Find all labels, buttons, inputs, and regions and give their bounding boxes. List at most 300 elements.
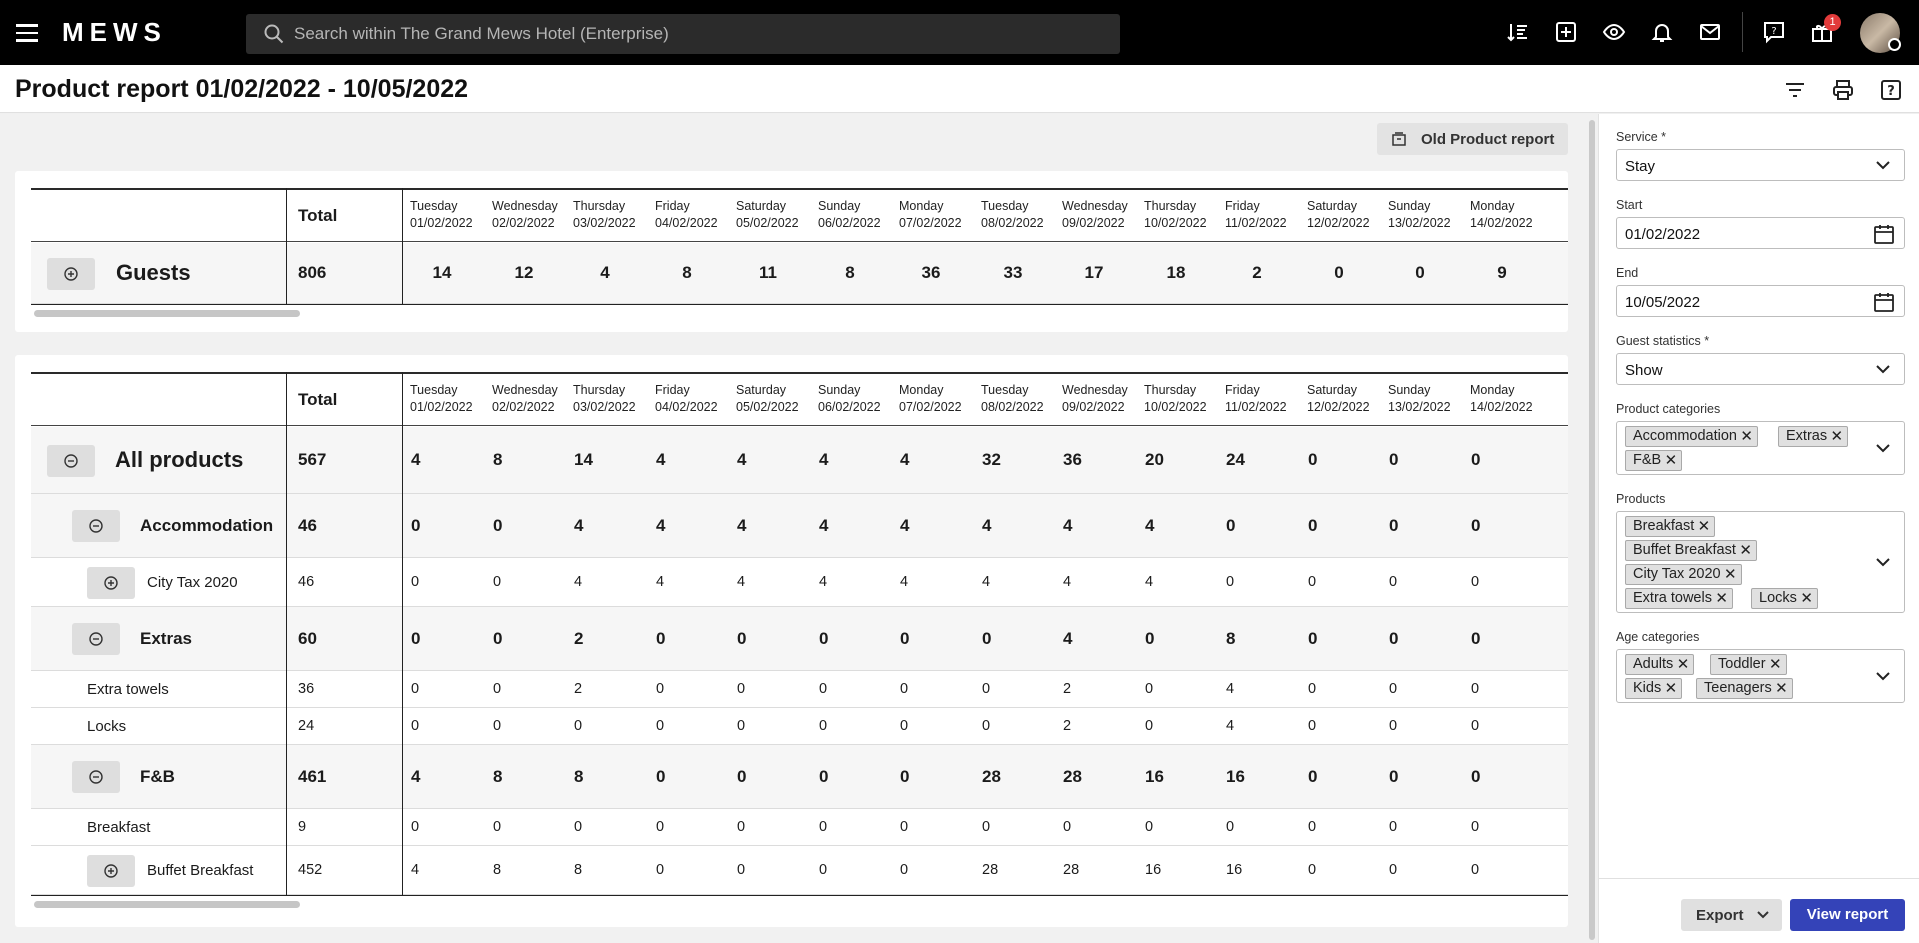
row-value: 0 [819,717,828,734]
date: 09/02/2022 [1062,400,1125,414]
row-value: 17 [1084,263,1104,283]
minus-circle-icon [89,770,103,784]
row-value: 0 [819,628,829,648]
expand-button[interactable] [47,258,95,290]
calendar-icon[interactable] [1874,292,1894,312]
row-value: 0 [1389,680,1398,697]
remove-icon[interactable]: ✕ [1739,542,1752,559]
weekday: Sunday [818,199,861,213]
day-column-header [410,198,473,232]
guests-table [31,186,1568,322]
guest-statistics-label: Guest statistics * [1616,334,1710,348]
search-input[interactable] [294,14,1094,54]
row-label: Extra towels [87,680,169,698]
end-date-field[interactable] [1616,285,1905,317]
row-value: 0 [1308,861,1317,878]
day-column-header [899,382,962,416]
row-total: 806 [298,263,327,283]
archive-icon [1392,132,1406,146]
export-button[interactable] [1681,899,1782,931]
status-dot [1888,38,1901,51]
search-bar[interactable] [246,14,1120,54]
row-value: 14 [574,450,593,470]
row-value: 8 [574,861,583,878]
weekday: Wednesday [1062,383,1128,397]
row-value: 0 [1308,515,1318,535]
row-value: 0 [1471,818,1480,835]
collapse-button[interactable] [72,510,120,542]
row-value: 24 [1226,450,1245,470]
chip-toddler[interactable]: Toddler ✕ [1710,654,1787,675]
table-row [31,607,1568,671]
row-value: 20 [1145,450,1164,470]
svg-text:?: ? [1771,26,1777,37]
day-column-header [1388,198,1451,232]
guests-card [15,171,1568,332]
start-value: 01/02/2022 [1625,226,1701,243]
day-column-header [981,382,1044,416]
row-value: 4 [574,515,584,535]
products-select[interactable] [1616,511,1905,613]
day-column-header [492,198,558,232]
row-value: 0 [656,628,666,648]
row-total: 567 [298,450,327,470]
row-value: 28 [982,766,1001,786]
row-value: 0 [656,818,665,835]
row-value: 4 [900,450,910,470]
row-value: 0 [900,680,909,697]
row-value: 16 [1226,766,1245,786]
day-column-header [1062,382,1128,416]
table-bottom-border [31,895,1568,896]
notification-badge: 1 [1824,14,1841,31]
remove-icon[interactable]: ✕ [1664,680,1678,697]
row-value: 4 [819,515,829,535]
row-value: 0 [1389,818,1398,835]
row-value: 0 [1145,818,1154,835]
print-icon[interactable] [1831,78,1855,102]
row-value: 0 [1308,717,1317,734]
row-value: 0 [411,680,420,697]
row-value: 0 [656,861,665,878]
service-select[interactable] [1616,149,1905,181]
row-value: 4 [600,263,610,283]
row-value: 0 [900,717,909,734]
date: 05/02/2022 [736,216,799,230]
day-column-header [1388,382,1451,416]
expand-button[interactable] [87,567,135,599]
row-value: 0 [1415,263,1425,283]
date: 03/02/2022 [573,400,636,414]
weekday: Friday [1225,383,1260,397]
row-value: 0 [982,680,991,697]
weekday: Monday [1470,383,1515,397]
row-value: 0 [574,717,583,734]
weekday: Tuesday [410,383,458,397]
row-value: 0 [982,628,992,648]
row-label: F&B [140,766,175,786]
guest-statistics-value: Show [1625,362,1663,379]
row-value: 0 [1389,450,1399,470]
chevron-down-icon [1875,364,1891,374]
chevron-down-icon [1875,160,1891,170]
row-value: 0 [819,680,828,697]
weekday: Tuesday [981,383,1029,397]
row-value: 4 [656,515,666,535]
horizontal-scrollbar[interactable] [34,901,300,908]
row-value: 0 [982,818,991,835]
chip-fb[interactable]: F&B ✕ [1625,450,1682,471]
horizontal-scrollbar[interactable] [34,310,300,317]
calendar-icon[interactable] [1874,224,1894,244]
date: 05/02/2022 [736,400,799,414]
age-categories-select[interactable] [1616,649,1905,703]
plus-circle-icon [104,864,118,878]
page-title: Product report 01/02/2022 - 10/05/2022 [15,75,469,103]
day-column-header [1470,382,1533,416]
remove-icon[interactable]: ✕ [1724,566,1737,583]
weekday: Tuesday [410,199,458,213]
date: 08/02/2022 [981,400,1044,414]
row-value: 0 [493,573,502,590]
weekday: Thursday [573,199,626,213]
chip-extras[interactable]: Extras ✕ [1778,426,1848,447]
chip-kids[interactable]: Kids ✕ [1625,678,1682,699]
row-value: 8 [493,861,502,878]
row-value: 4 [656,450,666,470]
remove-icon[interactable]: ✕ [1676,656,1690,673]
day-column-header [899,198,962,232]
mail-icon[interactable] [1698,20,1722,44]
remove-icon[interactable]: ✕ [1800,590,1813,607]
table-header [31,188,1568,242]
row-value: 0 [1308,818,1317,835]
remove-icon[interactable]: ✕ [1775,680,1788,697]
row-value: 0 [737,766,747,786]
day-column-header [1307,382,1370,416]
date: 07/02/2022 [899,216,962,230]
weekday: Friday [655,383,690,397]
row-value: 0 [1063,818,1072,835]
date: 03/02/2022 [573,216,636,230]
panel-footer [1599,878,1919,943]
date: 14/02/2022 [1470,216,1533,230]
row-value: 0 [411,573,420,590]
date: 07/02/2022 [899,400,962,414]
table-row [31,671,1568,708]
row-value: 4 [1063,628,1073,648]
date: 13/02/2022 [1388,216,1451,230]
row-value: 2 [574,680,583,697]
collapse-button[interactable] [47,445,95,477]
old-product-report-label: Old Product report [1421,131,1555,148]
row-value: 0 [1308,680,1317,697]
start-label: Start [1616,198,1643,212]
row-value: 2 [1063,717,1072,734]
weekday: Monday [1470,199,1515,213]
day-column-header [981,198,1044,232]
table-row [31,558,1568,607]
filter-panel [1598,114,1919,943]
row-total: 60 [298,628,317,648]
divider [1742,12,1743,52]
chip-city-tax[interactable]: City Tax 2020 ✕ [1625,564,1742,585]
row-value: 4 [900,573,909,590]
row-value: 36 [1063,450,1082,470]
row-value: 36 [921,263,941,283]
row-value: 0 [1471,861,1480,878]
date: 10/02/2022 [1144,216,1207,230]
row-value: 2 [574,628,584,648]
row-value: 4 [819,450,829,470]
row-value: 4 [900,515,910,535]
table-row [31,846,1568,895]
age-categories-label: Age categories [1616,630,1700,644]
weekday: Friday [655,199,690,213]
remove-icon[interactable]: ✕ [1697,518,1711,535]
help-chat-icon[interactable] [1762,20,1786,44]
table-bottom-border [31,304,1568,305]
weekday: Wednesday [492,383,558,397]
row-total: 36 [298,680,315,697]
row-value: 0 [1308,450,1318,470]
day-column-header [1225,382,1287,416]
row-value: 32 [982,450,1001,470]
help-icon[interactable] [1879,78,1903,102]
row-total: 452 [298,861,323,878]
date: 10/02/2022 [1144,400,1207,414]
chip-locks[interactable]: Locks ✕ [1751,588,1818,609]
old-product-report-button[interactable] [1377,123,1568,155]
row-value: 2 [1252,263,1262,283]
remove-icon[interactable]: ✕ [1740,428,1753,445]
chip-extra-towels[interactable]: Extra towels ✕ [1625,588,1733,609]
row-value: 0 [737,861,746,878]
day-column-header [736,198,799,232]
weekday: Sunday [1388,383,1431,397]
row-value: 0 [1226,515,1236,535]
row-value: 0 [1308,766,1318,786]
row-value: 4 [411,450,421,470]
row-value: 8 [1226,628,1236,648]
total-header: Total [298,206,338,225]
row-value: 9 [1497,263,1507,283]
remove-icon[interactable]: ✕ [1664,452,1678,469]
weekday: Sunday [818,383,861,397]
row-label: Accommodation [140,515,274,535]
product-categories-select[interactable] [1616,421,1905,475]
row-value: 0 [656,717,665,734]
row-value: 4 [819,573,828,590]
row-value: 0 [737,628,747,648]
row-value: 0 [493,717,502,734]
column-divider [286,188,287,304]
row-value: 0 [982,717,991,734]
start-date-field[interactable] [1616,217,1905,249]
row-value: 4 [737,450,747,470]
row-value: 0 [1308,573,1317,590]
row-value: 0 [900,861,909,878]
row-value: 0 [1471,766,1481,786]
column-divider [402,372,403,895]
main-scrollbar[interactable] [1586,114,1598,943]
day-column-header [736,382,799,416]
collapse-button[interactable] [72,761,120,793]
row-value: 0 [737,818,746,835]
weekday: Thursday [1144,383,1197,397]
row-label: Breakfast [87,818,151,836]
remove-icon[interactable]: ✕ [1715,590,1728,607]
add-square-icon[interactable] [1554,20,1578,44]
top-bar [0,0,1919,65]
row-label: All products [115,447,244,473]
date: 13/02/2022 [1388,400,1451,414]
weekday: Friday [1225,199,1260,213]
day-column-header [573,382,636,416]
title-bar [0,65,1919,113]
row-value: 4 [982,515,992,535]
row-value: 0 [1471,573,1480,590]
chip-buffet-breakfast[interactable]: Buffet Breakfast ✕ [1625,540,1757,561]
product-categories-label: Product categories [1616,402,1721,416]
expand-button[interactable] [87,855,135,887]
date: 11/02/2022 [1225,216,1287,230]
row-value: 8 [845,263,855,283]
products-table [31,370,1568,918]
weekday: Thursday [573,383,626,397]
row-total: 46 [298,515,317,535]
row-value: 4 [982,573,991,590]
row-value: 0 [574,818,583,835]
row-value: 4 [574,573,583,590]
weekday: Saturday [1307,383,1358,397]
chip-teenagers[interactable]: Teenagers ✕ [1696,678,1793,699]
day-column-header [1144,382,1207,416]
export-label: Export [1696,907,1744,924]
filter-icon[interactable] [1783,78,1807,102]
bell-icon[interactable] [1650,20,1674,44]
row-value: 14 [432,263,452,283]
row-value: 4 [1063,515,1073,535]
row-value: 28 [1063,766,1082,786]
date: 12/02/2022 [1307,216,1370,230]
service-label: Service * [1616,130,1667,144]
date: 14/02/2022 [1470,400,1533,414]
row-value: 8 [574,766,584,786]
row-label: Guests [116,260,191,286]
collapse-button[interactable] [72,623,120,655]
row-value: 0 [656,766,666,786]
row-value: 8 [682,263,692,283]
products-card [15,355,1568,927]
row-total: 24 [298,717,315,734]
date: 12/02/2022 [1307,400,1370,414]
row-value: 0 [1471,717,1480,734]
column-divider [402,188,403,304]
row-value: 4 [411,766,421,786]
row-value: 0 [493,628,503,648]
service-value: Stay [1625,158,1656,175]
day-column-header [492,382,558,416]
end-label: End [1616,266,1639,280]
chip-adults[interactable]: Adults ✕ [1625,654,1694,675]
row-value: 0 [411,818,420,835]
row-value: 0 [493,680,502,697]
weekday: Wednesday [1062,199,1128,213]
row-value: 0 [1389,573,1398,590]
row-value: 4 [1145,573,1154,590]
row-value: 0 [819,818,828,835]
row-value: 0 [1226,818,1235,835]
row-value: 0 [411,515,421,535]
remove-icon[interactable]: ✕ [1768,656,1782,673]
row-value: 0 [900,628,910,648]
day-column-header [1062,198,1128,232]
view-report-button[interactable]: View report [1790,899,1905,931]
row-value: 11 [759,263,777,283]
row-value: 0 [819,766,829,786]
date: 06/02/2022 [818,216,881,230]
day-column-header [1470,198,1533,232]
weekday: Monday [899,199,944,213]
row-value: 0 [1471,680,1480,697]
sort-lines-icon[interactable] [1506,20,1530,44]
row-value: 33 [1003,263,1023,283]
day-column-header [818,382,881,416]
guest-statistics-select[interactable] [1616,353,1905,385]
row-value: 0 [1389,766,1399,786]
row-label: Buffet Breakfast [147,861,254,879]
row-value: 0 [1334,263,1344,283]
row-value: 4 [411,861,420,878]
row-label: Extras [140,628,192,648]
date: 11/02/2022 [1225,400,1287,414]
weekday: Thursday [1144,199,1197,213]
row-label: Locks [87,717,127,735]
logo[interactable]: MEWS [62,17,167,47]
chip-accommodation[interactable]: Accommodation ✕ [1625,426,1758,447]
weekday: Saturday [736,199,787,213]
row-value: 0 [1389,515,1399,535]
menu-icon[interactable] [16,24,38,41]
row-value: 4 [1226,717,1235,734]
chip-breakfast[interactable]: Breakfast ✕ [1625,516,1715,537]
row-value: 0 [493,515,503,535]
day-column-header [818,198,881,232]
date: 04/02/2022 [655,400,718,414]
table-row [31,427,1568,494]
minus-circle-icon [89,519,103,533]
eye-icon[interactable] [1602,20,1626,44]
row-value: 0 [737,717,746,734]
row-value: 28 [982,861,999,878]
row-value: 0 [493,818,502,835]
weekday: Sunday [1388,199,1431,213]
row-value: 0 [1389,861,1398,878]
row-value: 0 [819,861,828,878]
chevron-down-icon [1757,911,1769,919]
row-value: 0 [737,680,746,697]
weekday: Wednesday [492,199,558,213]
search-icon [264,24,284,44]
row-value: 0 [411,717,420,734]
remove-icon[interactable]: ✕ [1830,428,1844,445]
row-value: 0 [656,680,665,697]
date: 09/02/2022 [1062,216,1125,230]
row-value: 0 [1308,628,1318,648]
row-value: 12 [514,263,534,283]
row-total: 46 [298,573,315,590]
